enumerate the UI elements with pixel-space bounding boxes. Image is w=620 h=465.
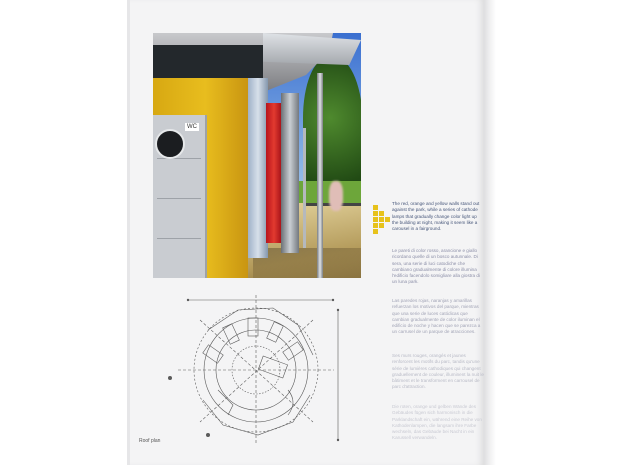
photo-glass bbox=[248, 78, 268, 258]
pavilion-photo bbox=[153, 33, 361, 278]
roof-plan-drawing bbox=[148, 290, 353, 455]
caption-italian: Le pareti di color rosso, arancione e giallo ricordano quelle di un bosco autunnale. Di sera, una serie di luci catodiche che cambiano gradualmente di colore illumina l'edificio facendolo somigliare alla giostra di un luna park. bbox=[392, 248, 480, 285]
photo-silver-column bbox=[281, 93, 299, 253]
page-edge bbox=[127, 0, 130, 465]
photo-steel-pole bbox=[317, 73, 323, 278]
caption-spanish: Las paredes rojas, naranjas y amarillas refuerzan los motivos del parque, mientras que una serie de luces catódicas que cambian gradualmente de color iluminan el edificio de noche y hacen que se parezca a un carrusel de un parque de atracciones. bbox=[392, 298, 481, 335]
caption-german: Die roten, orange und gelben Wände des Gebäudes fügen sich harmonisch in die Parklandschaft ein, während eine Reihe von Kathodenlampen, die langsam ihre Farbe wechseln, das Gebäude bei Nacht in ein Karussell verwandeln. bbox=[392, 404, 482, 441]
caption-french: Ses murs rouges, orangés et jaunes renforcent les motifs du parc, tandis qu'une série de lumières cathodiques qui changent graduellement de couleur, illuminent la nuit le bâtiment et le transforment en carrousel de parc d'attraction. bbox=[392, 353, 484, 390]
caption-english: The red, orange and yellow walls stand out against the park, while a series of cathode lamps that gradually change color light up the building at night, making it seem like a carousel in a fairground. bbox=[392, 201, 480, 232]
door-panel-line bbox=[157, 198, 201, 199]
photo-pole bbox=[303, 128, 306, 248]
photo-floor-shadow bbox=[253, 248, 361, 278]
photo-person bbox=[329, 181, 343, 211]
roof-plan-label: Roof plan bbox=[139, 438, 161, 444]
door-panel-line bbox=[157, 158, 201, 159]
book-gutter-shadow bbox=[482, 0, 496, 465]
photo-red-wall bbox=[266, 103, 282, 243]
door-porthole bbox=[155, 129, 185, 159]
door-sign: WC bbox=[187, 124, 197, 130]
door-panel-line bbox=[157, 238, 201, 239]
